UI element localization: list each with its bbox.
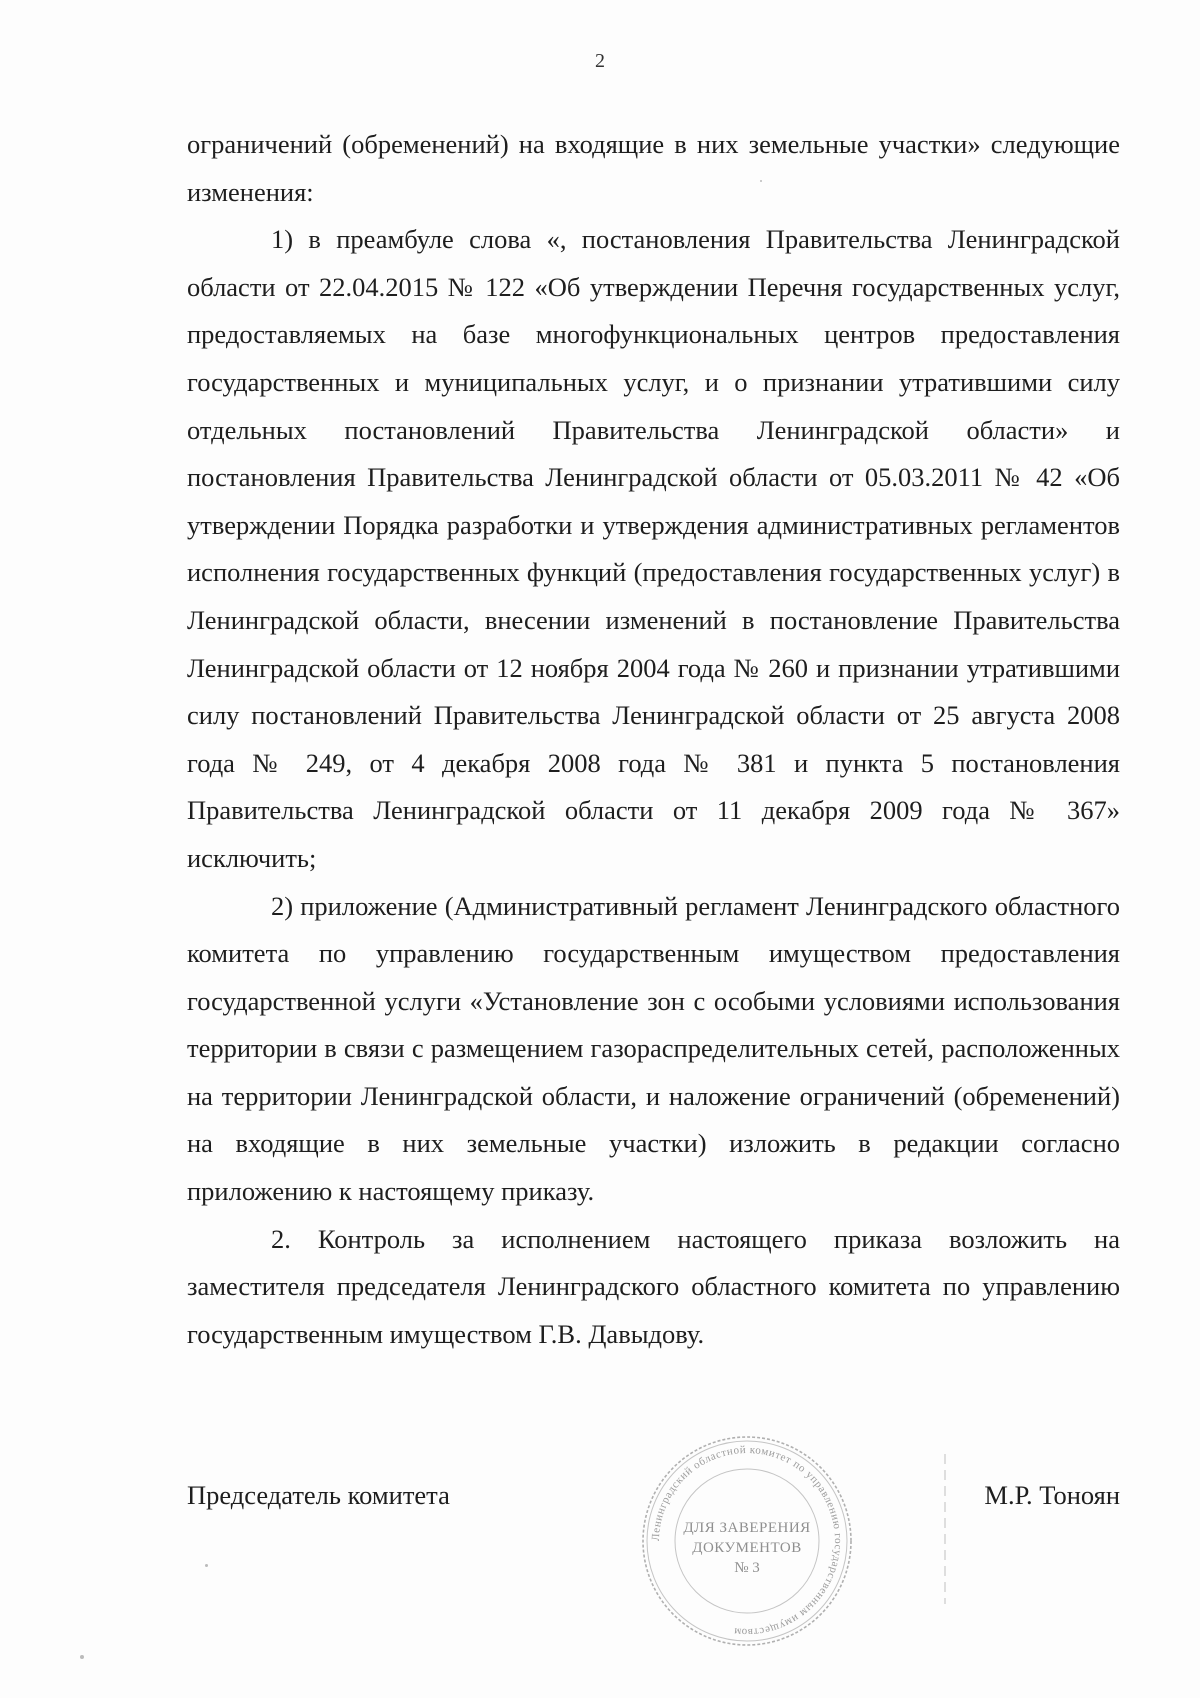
scan-speck	[760, 180, 762, 182]
signatory-title: Председатель комитета	[187, 1480, 450, 1510]
scan-speck	[80, 1655, 84, 1659]
paragraph-item-1: 1) в преамбуле слова «, постановления Правительства Ленинградской области от 22.04.2015 № 122 «Об утверждении Перечня государственных услуг, предоставляемых на базе многофункциональных центров предоставления государственных и муниципальных услуг, и о признании утратившими силу отдельных постановлений Правительства Ленинградской области» и постановления Правительства Ленинградской области от 05.03.2011 № 42 «Об утверждении Порядка разработки и утверждения административных регламентов исполнения государственных функций (предоставления государственных услуг) в Ленинградской области, внесении изменений в постановление Правительства Ленинградской области от 12 ноября 2004 года № 260 и признании утратившими силу постановлений Правительства Ленинградской области от 25 августа 2008 года № 249, от 4 декабря 2008 года № 381 и пункта 5 постановления Правительства Ленинградской области от 11 декабря 2009 года № 367» исключить;	[187, 224, 1120, 873]
stamp-ring-text: Ленинградский областной комитет по управлению государственным имуществом	[649, 1443, 845, 1639]
stamp-inner-line-1: ДЛЯ ЗАВЕРЕНИЯ	[683, 1520, 811, 1536]
stamp-inner-line-3: № 3	[734, 1560, 760, 1576]
official-stamp	[638, 1432, 856, 1650]
page-number: 2	[595, 50, 605, 72]
signature-mark	[944, 1454, 946, 1604]
scan-speck	[205, 1564, 208, 1567]
paragraph-control-clause: 2. Контроль за исполнением настоящего приказа возложить на заместителя председателя Ленинградского областного комитета по управлению государственным имуществом Г.В. Давыдову.	[187, 1223, 1120, 1349]
document-body	[187, 121, 1120, 1358]
paragraph-continuation: ограничений (обременений) на входящие в них земельные участки» следующие изменения:	[187, 129, 1120, 207]
paragraph-item-2: 2) приложение (Административный регламент Ленинградского областного комитета по управлению государственным имуществом предоставления государственной услуги «Установление зон с особыми условиями использования территории в связи с размещением газораспределительных сетей, расположенных на территории Ленинградской области, и наложение ограничений (обременений) на входящие в них земельные участки) изложить в редакции согласно приложению к настоящему приказу.	[187, 890, 1120, 1207]
stamp-inner-line-2: ДОКУМЕНТОВ	[692, 1540, 802, 1556]
signatory-name: М.Р. Тоноян	[984, 1480, 1120, 1510]
